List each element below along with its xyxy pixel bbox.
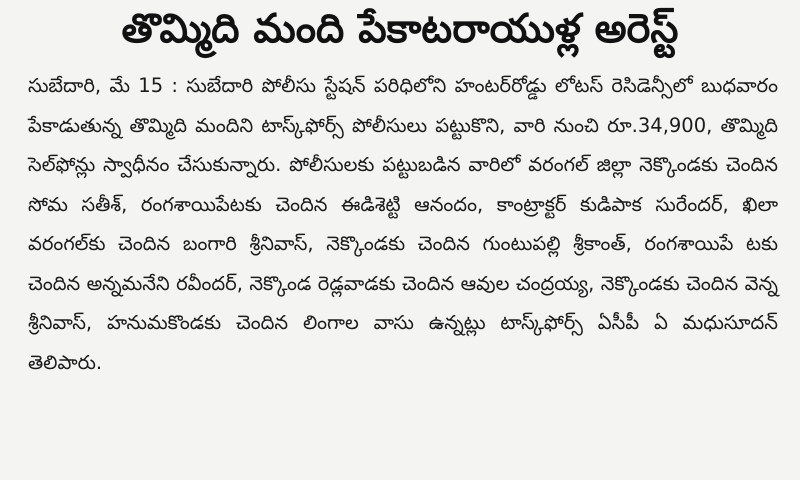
article-text: సుబేదారి పోలీసు స్టేషన్ పరిధిలోని హంటర్‌రోడ్డు లోటస్ రెసిడెన్సీలో బుధవారం పేకాడుతున్న తొమ్మిది మందిని టాస్క్‌ఫోర్స్ పోలీసులు పట్టుకొని, వారి నుంచి రూ.34,900, తొమ్మిది సెల్‌ఫోన్లు స్వాధీనం చేసుకున్నారు. పోలీసులకు పట్టుబడిన వారిలో వరంగల్ జిల్లా నెక్కొండకు చెందిన సోమ సతీశ్, రంగశాయిపేటకు చెందిన ఈడిశెట్టి ఆనందం, కాంట్రాక్టర్ కుడిపాక సురేందర్, ఖిలా వరంగల్‌కు చెందిన బంగారి శ్రీనివాస్, నెక్కొండకు చెందిన గుంటుపల్లి శ్రీకాంత్, రంగశాయిపే టకు చెందిన అన్నమనేని రవీందర్, నెక్కొండ రెడ్లవాడకు చెందిన ఆవుల చంద్రయ్య, నెక్కొండకు చెందిన వెన్న శ్రీనివాస్, హనుమకొండకు చెందిన లింగాల వాసు ఉన్నట్లు టాస్క్‌ఫోర్స్ ఏసీపీ ఏ మధుసూదన్ తెలిపారు.	[28, 74, 778, 374]
article-body	[28, 66, 778, 382]
article-dateline: సుబేదారి, మే 15 :	[28, 74, 187, 97]
article-headline: తొమ్మిది మంది పేకాటరాయుళ్ల అరెస్ట్	[121, 6, 679, 52]
